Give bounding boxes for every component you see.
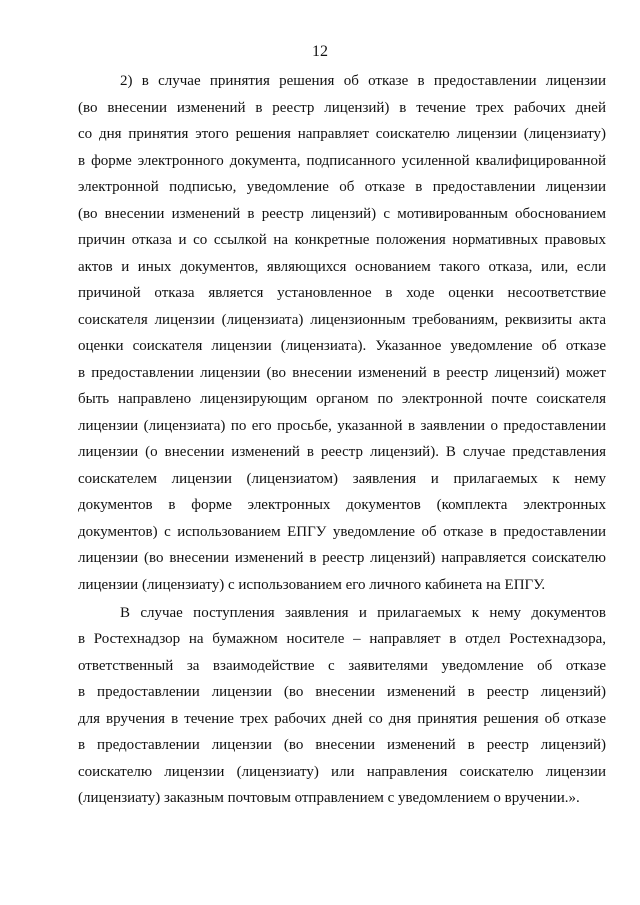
paragraph-1-line-18: документов) с использованием ЕПГУ уведомление об отказе в предоставлении [78, 524, 606, 540]
paragraph-1-line-3: со дня принятия этого решения направляет соискателю лицензии (лицензиату) [78, 126, 606, 142]
paragraph-1-line-1: 2) в случае принятия решения об отказе в предоставлении лицензии [120, 73, 606, 89]
paragraph-1-line-14: лицензии (лицензиата) по его просьбе, указанной в заявлении о предоставлении [78, 418, 606, 434]
paragraph-2-line-7: соискателю лицензии (лицензиату) или направления соискателю лицензии [78, 764, 606, 780]
paragraph-1-line-17: документов в форме электронных документов (комплекта электронных [78, 497, 606, 513]
paragraph-1-line-12: в предоставлении лицензии (во внесении изменений в реестр лицензий) может [78, 365, 606, 381]
paragraph-2-line-5: для вручения в течение трех рабочих дней со дня принятия решения об отказе [78, 711, 606, 727]
paragraph-2-line-6: в предоставлении лицензии (во внесении изменений в реестр лицензий) [78, 737, 606, 753]
paragraph-1-line-13: быть направлено лицензирующим органом по электронной почте соискателя [78, 391, 606, 407]
paragraph-1-line-4: в форме электронного документа, подписанного усиленной квалифицированной [78, 153, 606, 169]
paragraph-1-line-19: лицензии (во внесении изменений в реестр лицензий) направляется соискателю [78, 550, 606, 566]
paragraph-1-line-20: лицензии (лицензиату) с использованием его личного кабинета на ЕПГУ. [78, 577, 546, 593]
paragraph-1-line-7: причин отказа и со ссылкой на конкретные положения нормативных правовых [78, 232, 606, 248]
paragraph-2-line-2: в Ростехнадзор на бумажном носителе – направляет в отдел Ростехнадзора, [78, 631, 606, 647]
paragraph-1-line-2: (во внесении изменений в реестр лицензий) в течение трех рабочих дней [78, 100, 606, 116]
paragraph-2-line-8: (лицензиату) заказным почтовым отправлением с уведомлением о вручении.». [78, 790, 580, 806]
paragraph-1-line-10: соискателя лицензии (лицензиата) лицензионным требованиям, реквизиты акта [78, 312, 606, 328]
paragraph-1-line-6: (во внесении изменений в реестр лицензий) с мотивированным обоснованием [78, 206, 606, 222]
page-number: 12 [312, 43, 328, 60]
paragraph-1-line-15: лицензии (о внесении изменений в реестр лицензий). В случае представления [78, 444, 606, 460]
paragraph-1-line-16: соискателем лицензии (лицензиатом) заявления и прилагаемых к нему [78, 471, 606, 487]
paragraph-1-line-9: причиной отказа является установленное в ходе оценки несоответствие [78, 285, 606, 301]
paragraph-1-line-5: электронной подписью, уведомление об отказе в предоставлении лицензии [78, 179, 606, 195]
paragraph-2-line-4: в предоставлении лицензии (во внесении изменений в реестр лицензий) [78, 684, 606, 700]
paragraph-2-line-1: В случае поступления заявления и прилагаемых к нему документов [120, 605, 606, 621]
paragraph-1-line-11: оценки соискателя лицензии (лицензиата). Указанное уведомление об отказе [78, 338, 606, 354]
paragraph-2-line-3: ответственный за взаимодействие с заявителями уведомление об отказе [78, 658, 606, 674]
paragraph-1-line-8: актов и иных документов, являющихся основанием такого отказа, или, если [78, 259, 606, 275]
